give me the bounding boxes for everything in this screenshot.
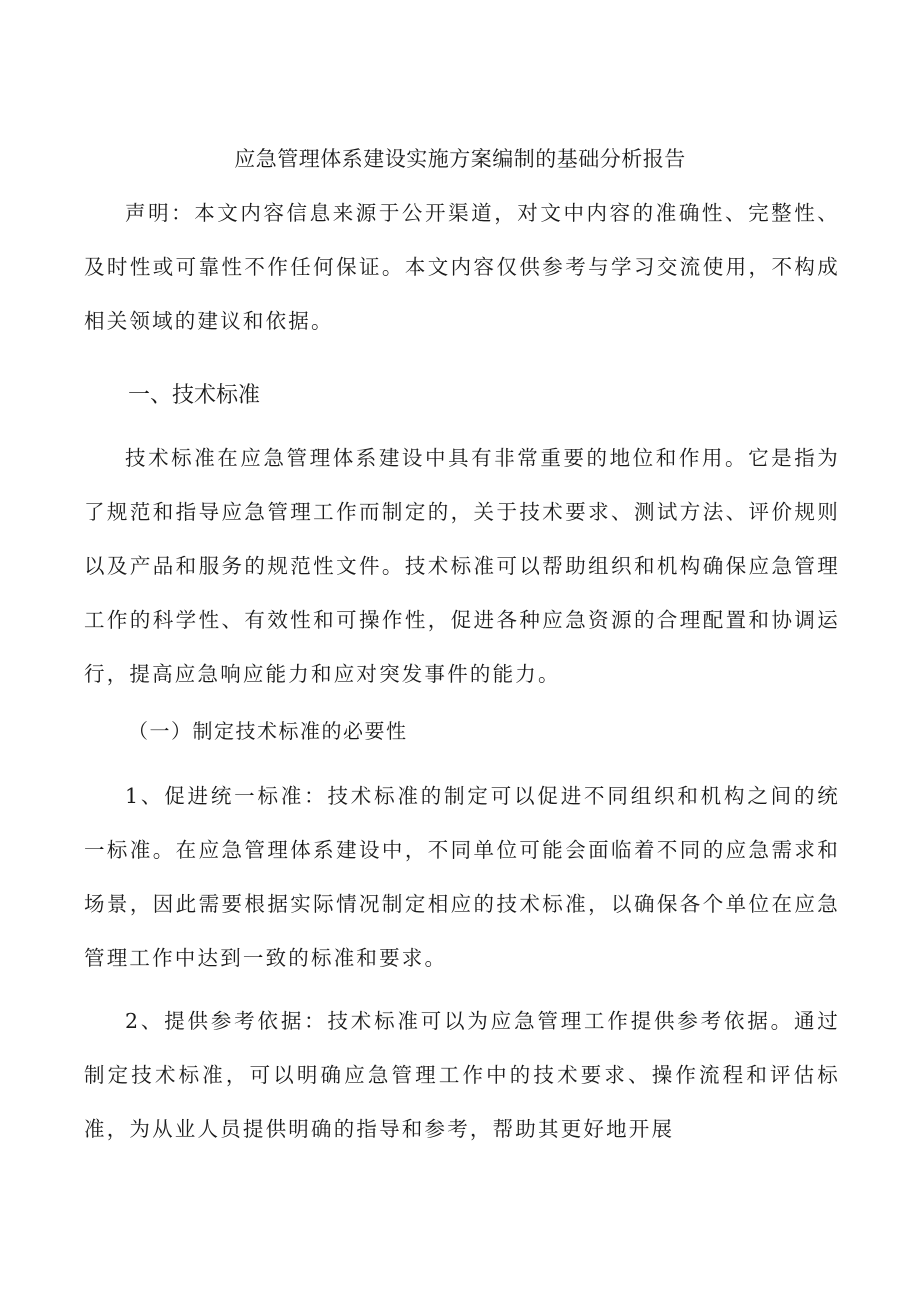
section-intro-paragraph: 技术标准在应急管理体系建设中具有非常重要的地位和作用。它是指为了规范和指导应急管理工作而制定的，关于技术要求、测试方法、评价规则以及产品和服务的规范性文件。技术标准可以帮助组织和机构确保应急管理工作的科学性、有效性和可操作性，促进各种应急资源的合理配置和协调运行，提高应急响应能力和应对突发事件的能力。 [84,446,840,686]
disclaimer-paragraph: 声明：本文内容信息来源于公开渠道，对文中内容的准确性、完整性、及时性或可靠性不作任何保证。本文内容仅供参考与学习交流使用，不构成相关领域的建议和依据。 [84,201,840,333]
list-item-unified-standards: 1、促进统一标准：技术标准的制定可以促进不同组织和机构之间的统一标准。在应急管理体系建设中，不同单位可能会面临着不同的应急需求和场景，因此需要根据实际情况制定相应的技术标准，以确保各个单位在应急管理工作中达到一致的标准和要求。 [84,784,840,970]
document-title: 应急管理体系建设实施方案编制的基础分析报告 [234,147,686,171]
list-item-reference-basis: 2、提供参考依据：技术标准可以为应急管理工作提供参考依据。通过制定技术标准，可以明确应急管理工作中的技术要求、操作流程和评估标准，为从业人员提供明确的指导和参考，帮助其更好地开展 [84,1009,840,1141]
subsection-heading-necessity: （一）制定技术标准的必要性 [128,719,408,743]
section-heading-technical-standards: 一、技术标准 [128,383,261,408]
